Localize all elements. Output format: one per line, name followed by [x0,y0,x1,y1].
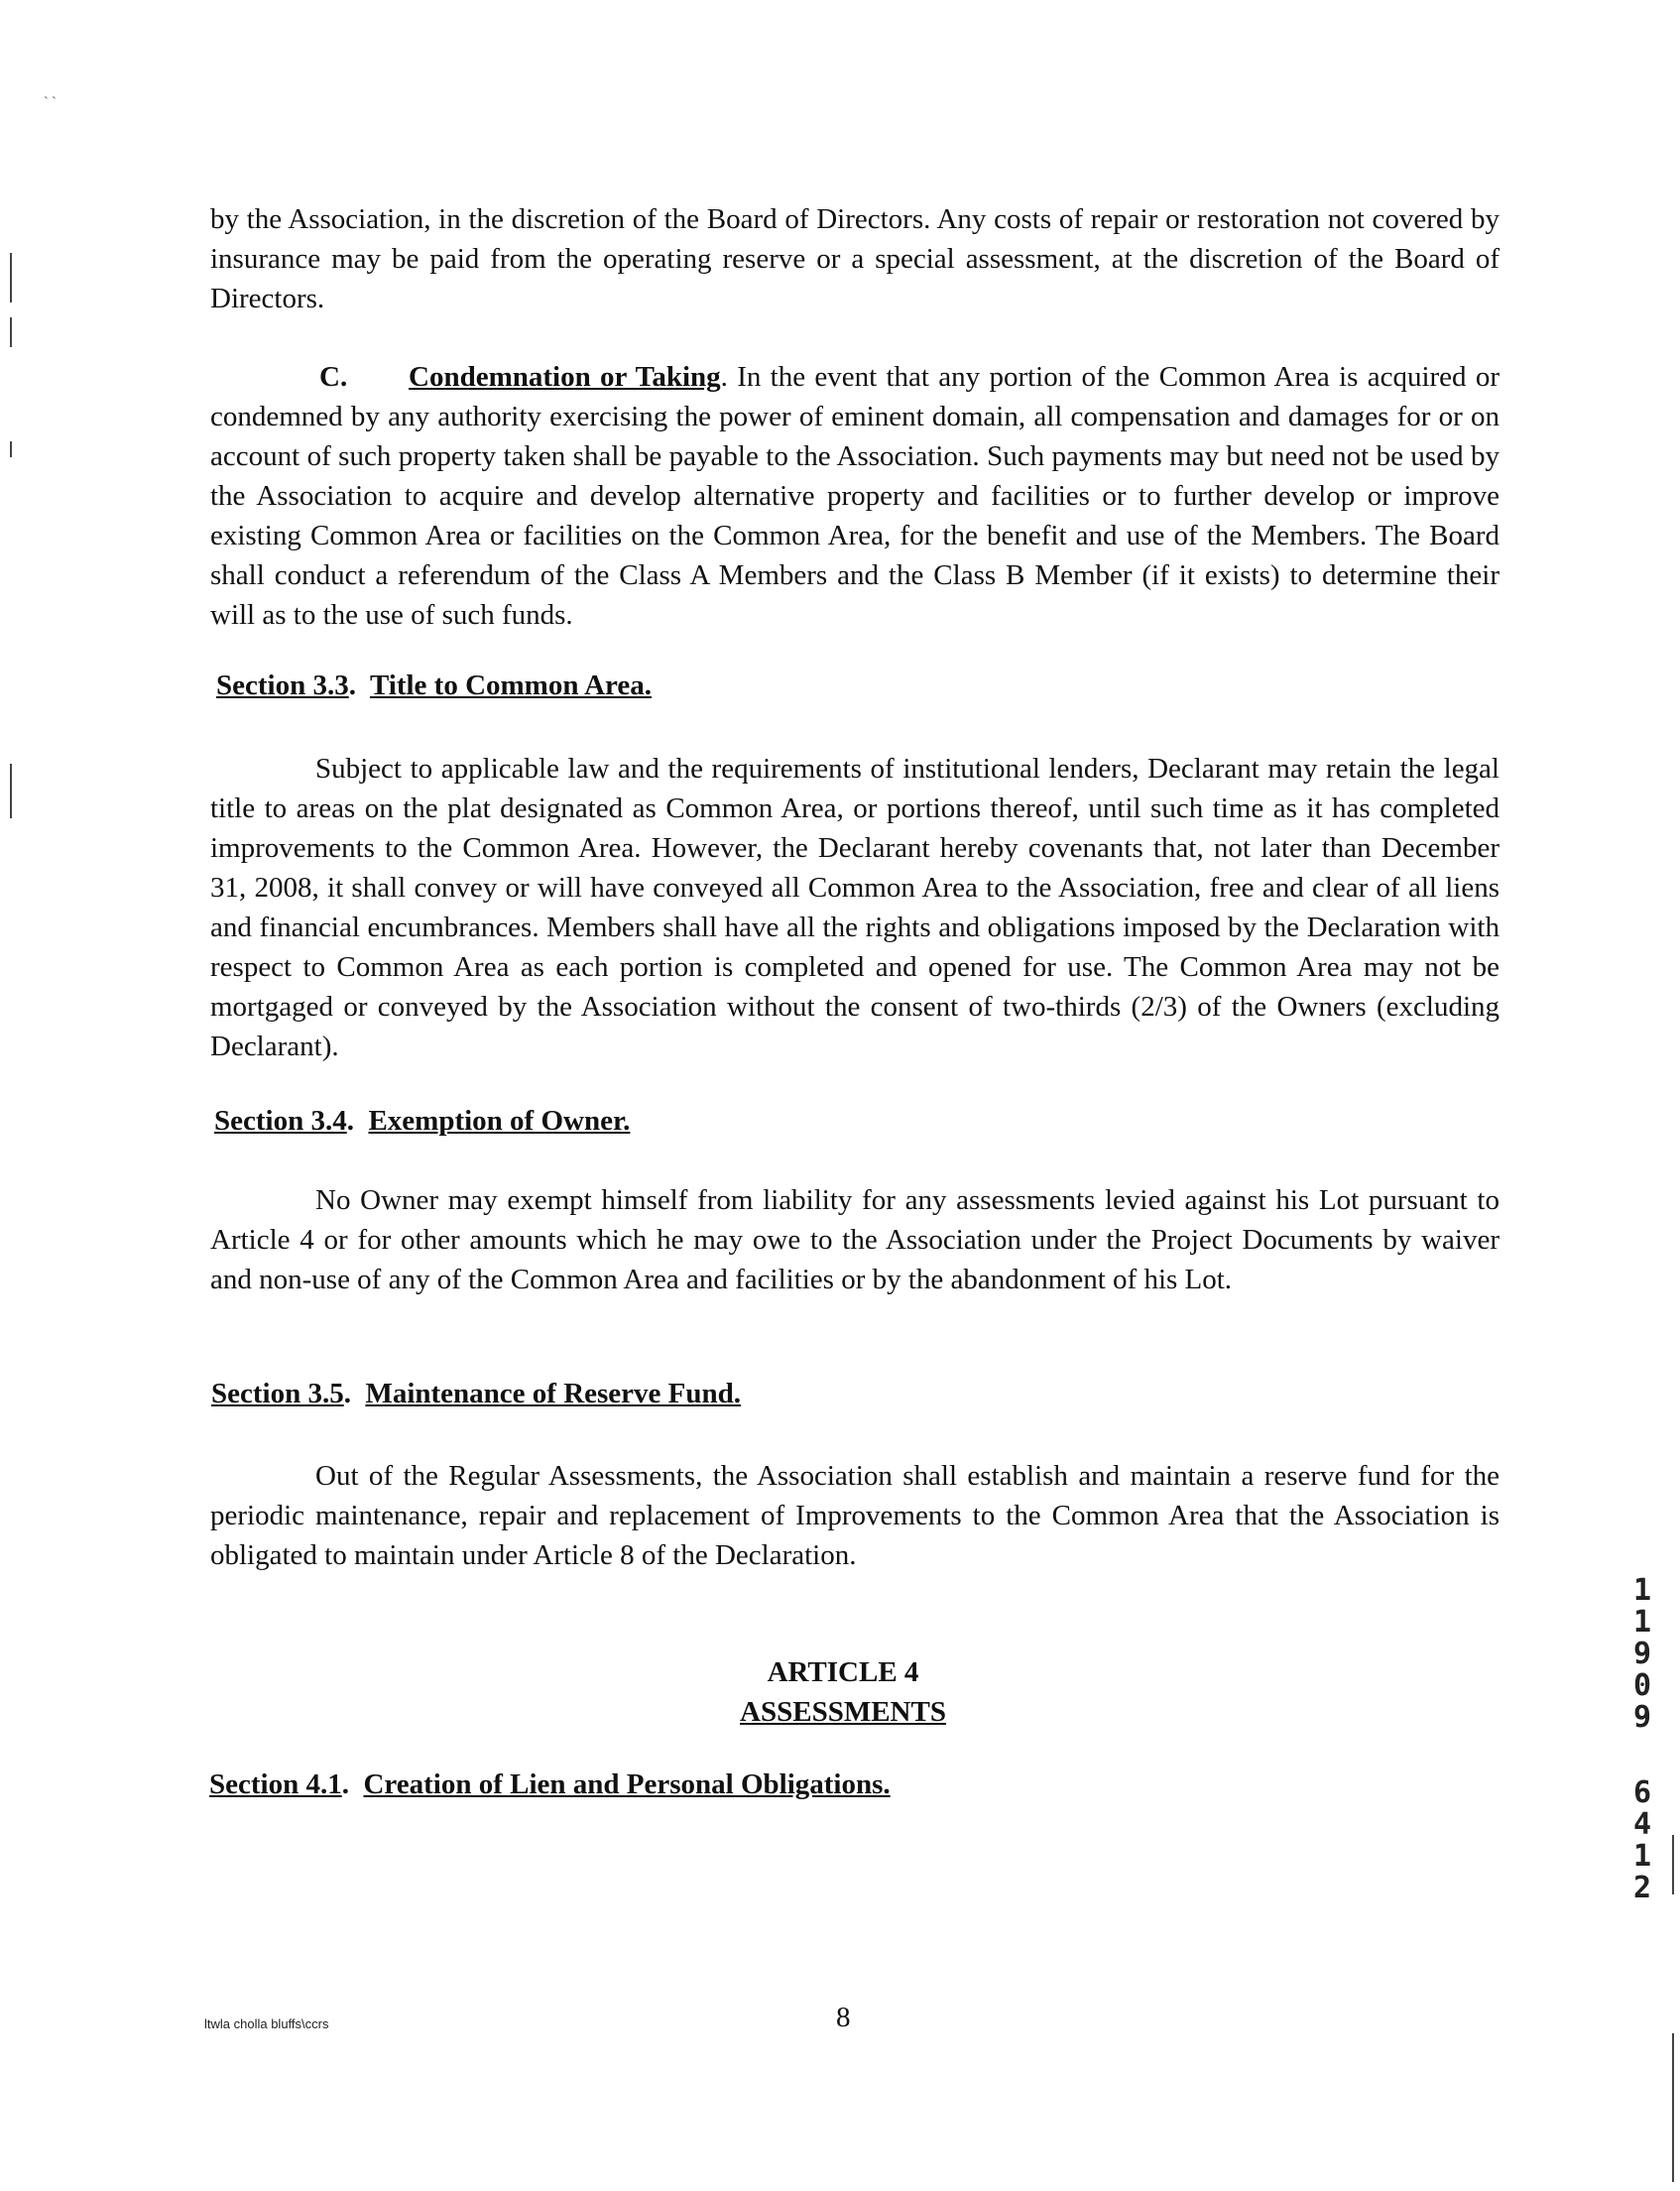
section-4-1-heading [209,1765,891,1804]
section-number: Section 3.5 [211,1378,344,1409]
section-number: Section 4.1 [209,1768,342,1800]
continuation-paragraph: by the Association, in the discretion of the Board of Directors. Any costs of repair or restoration not covered by insurance may be paid from the operating reserve or a special assessment, at the discretion of the Board of Directors. [210,203,1500,314]
scan-mark [1672,1835,1674,1894]
section-3-5-body: Out of the Regular Assessments, the Association shall establish and maintain a reserve fund for the periodic maintenance, repair and replacement of Improvements to the Common Area that the Association is obligated to maintain under Article 8 of the Declaration. [210,1460,1500,1571]
footer-file-path: ltwla cholla bluffs\ccrs [204,2016,329,2031]
section-separator: . [343,1378,351,1409]
article-number: ARTICLE 4 [767,1656,919,1688]
subsection-title: Condemnation or Taking [409,361,721,393]
condemnation-paragraph [210,357,1500,635]
stamp-digit: 6 [1632,1775,1652,1810]
scan-mark [10,441,12,457]
stamp-digit: 1 [1632,1573,1652,1608]
subsection-body: . In the event that any portion of the Common Area is acquired or condemned by any authority exercising the power of eminent domain, all compensation and damages for or on account of such property taken shall be payable to the Association. Such payments may but need not be used by the Association to acquire and develop alternative property and facilities or to further develop or improve existing Common Area or facilities on the Common Area, for the benefit and use of the Members. The Board shall conduct a referendum of the Class A Members and the Class B Member (if it exists) to determine their will as to the use of such funds. [210,361,1500,631]
recording-stamp [1622,1575,1662,1904]
section-separator: . [341,1768,349,1800]
section-3-3-heading [216,666,652,705]
stamp-digit: 1 [1632,1839,1652,1874]
scan-mark [10,764,12,818]
stamp-digit: 9 [1632,1637,1652,1671]
section-number: Section 3.3 [216,669,349,701]
stamp-digit: 9 [1632,1700,1652,1735]
scan-mark [1672,2033,1674,2182]
article-heading [694,1652,992,1732]
section-title: Creation of Lien and Personal Obligations. [363,1768,891,1800]
section-3-4-heading [214,1101,630,1141]
stamp-digit: 2 [1632,1871,1652,1905]
section-separator: . [346,1105,354,1137]
stamp-digit: 0 [1632,1668,1652,1703]
stamp-digit: 4 [1632,1807,1652,1842]
section-title: Title to Common Area. [369,669,653,701]
section-number: Section 3.4 [214,1105,347,1137]
section-3-3-body: Subject to applicable law and the requirements of institutional lenders, Declarant may retain the legal title to areas on the plat designated as Common Area, or portions thereof, until such time as it has completed improvements to the Common Area. However, the Declarant hereby covenants that, not later than December 31, 2008, it shall convey or will have conveyed all Common Area to the Association, free and clear of all liens and financial encumbrances. Members shall have all the rights and obligations imposed by the Declaration with respect to Common Area as each portion is completed and opened for use. The Common Area may not be mortgaged or conveyed by the Association without the consent of two-thirds (2/3) of the Owners (excluding Declarant). [210,753,1500,1062]
subsection-letter: C. [319,361,348,393]
scan-mark [10,253,12,303]
section-separator: . [348,669,356,701]
page-number: 8 [836,2002,851,2033]
section-title: Maintenance of Reserve Fund. [365,1378,742,1409]
article-title: ASSESSMENTS [740,1696,946,1728]
scan-dots: ` ` [44,95,57,110]
section-3-5-heading [211,1374,741,1413]
section-title: Exemption of Owner. [368,1105,631,1137]
section-3-4-body: No Owner may exempt himself from liability for any assessments levied against his Lot pursuant to Article 4 or for other amounts which he may owe to the Association under the Project Documents by waiver and non-use of any of the Common Area and facilities or by the abandonment of his Lot. [210,1184,1500,1295]
scan-mark [10,317,12,347]
stamp-digit: 1 [1632,1605,1652,1640]
